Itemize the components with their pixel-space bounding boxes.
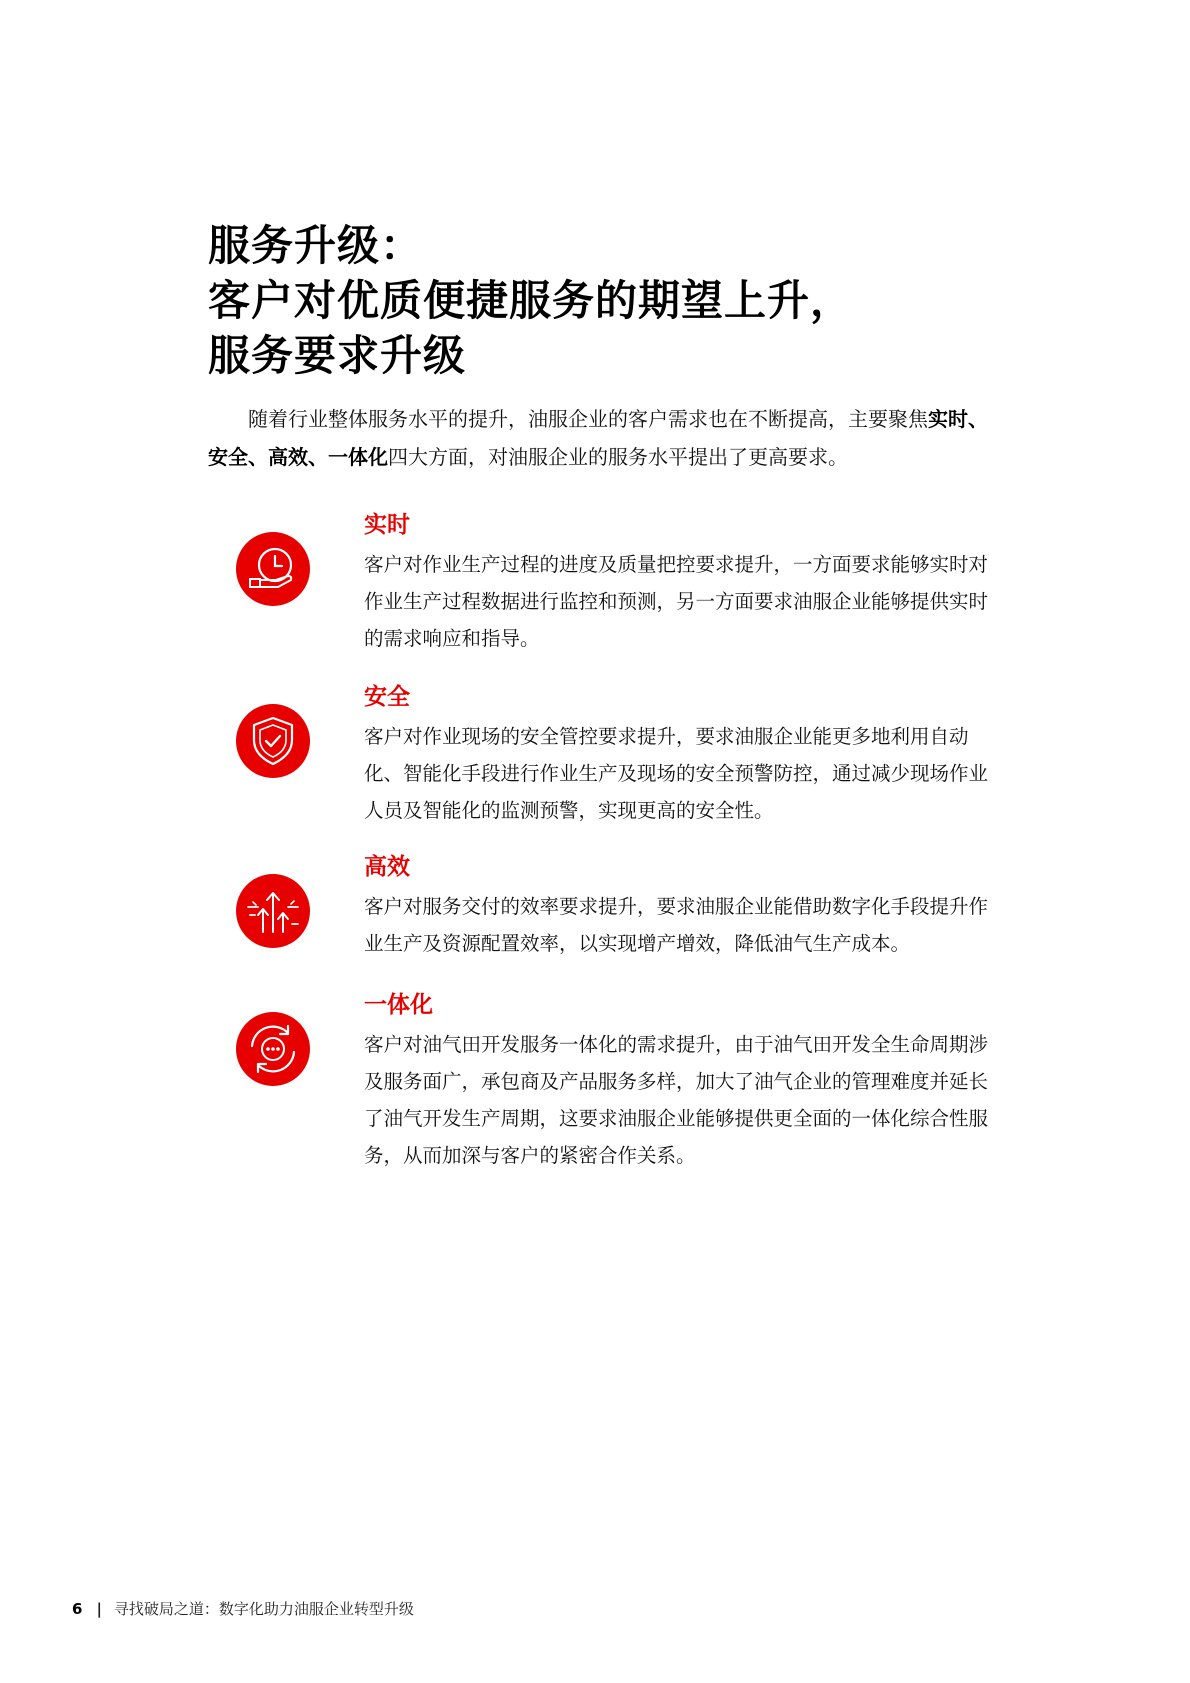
item-body: 客户对作业生产过程的进度及质量把控要求提升，一方面要求能够实时对作业生产过程数据进行监控和预测，另一方面要求油服企业能够提供实时的需求响应和指导。 xyxy=(364,553,989,650)
shield-check-icon xyxy=(236,704,310,778)
item-body: 客户对油气田开发服务一体化的需求提升，由于油气田开发全生命周期涉及服务面广，承包商及产品服务多样，加大了油气企业的管理难度并延长了油气开发生产周期，这要求油服企业能够提供更全面的一体化综合性服务，从而加深与客户的紧密合作关系。 xyxy=(364,1033,989,1167)
cycle-dots-icon xyxy=(236,1012,310,1086)
item-body: 客户对服务交付的效率要求提升，要求油服企业能借助数字化手段提升作业生产及资源配置效率，以实现增产增效，降低油气生产成本。 xyxy=(364,895,989,955)
item-title: 实时 xyxy=(364,512,410,538)
arrows-up-icon xyxy=(236,874,310,948)
intro-paragraph xyxy=(208,400,998,476)
intro-bold: 实时、安全、高效、一体化 xyxy=(208,407,988,469)
title-line-1: 服务升级： xyxy=(208,221,424,270)
footer-title: 寻找破局之道：数字化助力油服企业转型升级 xyxy=(113,1600,414,1618)
page-title xyxy=(208,218,1028,383)
item-title: 高效 xyxy=(364,854,410,880)
page-number: 6 xyxy=(72,1600,83,1618)
clock-hand-icon xyxy=(236,532,310,606)
item-title: 一体化 xyxy=(364,992,433,1018)
title-line-3: 服务要求升级 xyxy=(208,331,467,380)
intro-text-2: 四大方面，对油服企业的服务水平提出了更高要求。 xyxy=(388,445,848,469)
item-title: 安全 xyxy=(364,684,410,710)
footer-separator: | xyxy=(96,1600,102,1618)
page-footer xyxy=(72,1598,414,1619)
intro-text-1: 随着行业整体服务水平的提升，油服企业的客户需求也在不断提高，主要聚焦 xyxy=(248,407,928,431)
item-body: 客户对作业现场的安全管控要求提升，要求油服企业能更多地利用自动化、智能化手段进行作业生产及现场的安全预警防控，通过减少现场作业人员及智能化的监测预警，实现更高的安全性。 xyxy=(364,725,989,822)
title-line-2: 客户对优质便捷服务的期望上升， xyxy=(208,276,854,325)
